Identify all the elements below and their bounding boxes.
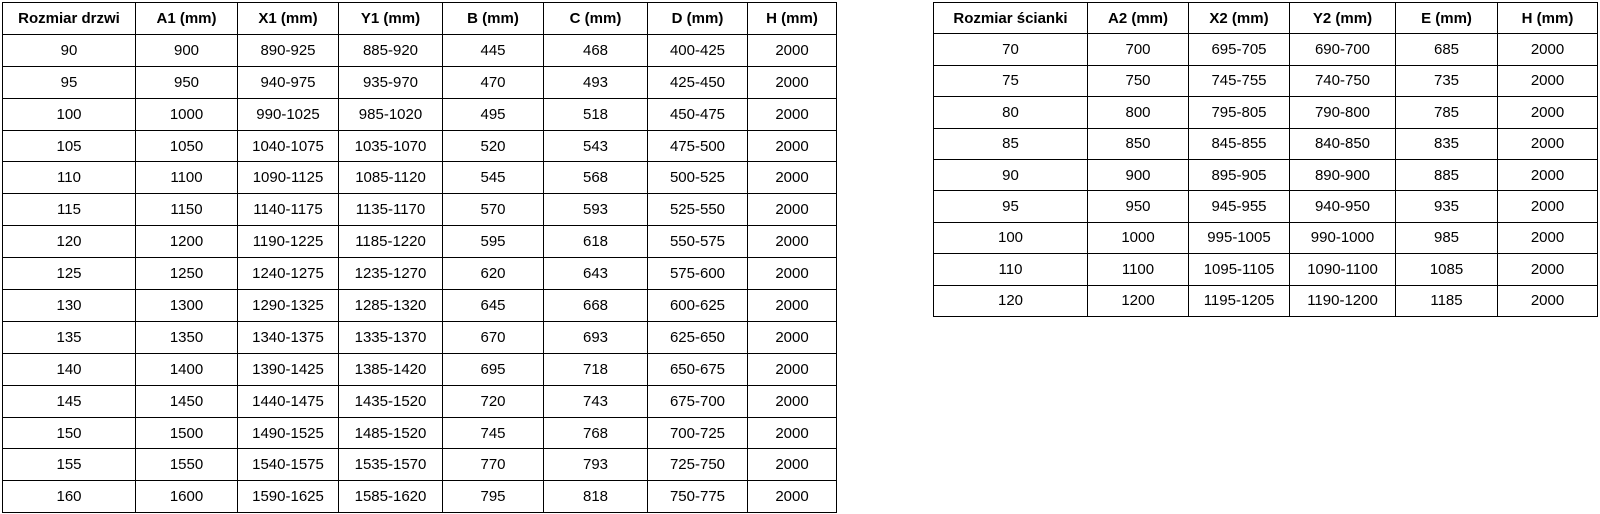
table-row (3, 194, 837, 226)
table-cell: 518 (544, 98, 648, 130)
column-header: C (mm) (544, 3, 648, 35)
table-cell: 2000 (748, 98, 837, 130)
table-row (3, 130, 837, 162)
header-row (3, 3, 837, 35)
table-cell: 1100 (136, 162, 238, 194)
table-cell: 950 (1088, 191, 1189, 222)
table-cell: 890-925 (238, 34, 339, 66)
table-cell: 500-525 (648, 162, 748, 194)
header-row (934, 3, 1598, 34)
table-cell: 725-750 (648, 449, 748, 481)
table-cell: 695 (443, 353, 544, 385)
door-size-table (2, 2, 837, 513)
table-cell: 1140-1175 (238, 194, 339, 226)
table-cell: 520 (443, 130, 544, 162)
table-cell: 125 (3, 258, 136, 290)
table-cell: 2000 (748, 34, 837, 66)
column-header: Y1 (mm) (339, 3, 443, 35)
table-cell: 625-650 (648, 321, 748, 353)
table-cell: 690-700 (1290, 34, 1396, 65)
table-cell: 650-675 (648, 353, 748, 385)
table-cell: 1300 (136, 290, 238, 322)
table-cell: 1135-1170 (339, 194, 443, 226)
table-cell: 130 (3, 290, 136, 322)
table-cell: 90 (3, 34, 136, 66)
table-cell: 2000 (748, 226, 837, 258)
table-cell: 1335-1370 (339, 321, 443, 353)
table-cell: 885 (1396, 159, 1498, 190)
table-cell: 735 (1396, 65, 1498, 96)
table-cell: 100 (934, 222, 1088, 253)
table-cell: 2000 (1498, 34, 1598, 65)
table-row (934, 97, 1598, 128)
table-cell: 2000 (1498, 159, 1598, 190)
table-cell: 1440-1475 (238, 385, 339, 417)
table-cell: 720 (443, 385, 544, 417)
column-header: Y2 (mm) (1290, 3, 1396, 34)
table-cell: 568 (544, 162, 648, 194)
table-cell: 140 (3, 353, 136, 385)
table-cell: 1435-1520 (339, 385, 443, 417)
table-cell: 935 (1396, 191, 1498, 222)
table-row (3, 66, 837, 98)
table-cell: 743 (544, 385, 648, 417)
table-cell: 70 (934, 34, 1088, 65)
table-row (3, 481, 837, 513)
table-cell: 543 (544, 130, 648, 162)
table-row (934, 128, 1598, 159)
wall-panel-size-table (933, 2, 1598, 317)
table-cell: 1550 (136, 449, 238, 481)
table-cell: 1240-1275 (238, 258, 339, 290)
table-cell: 1150 (136, 194, 238, 226)
table-row (934, 159, 1598, 190)
table-cell: 1085 (1396, 254, 1498, 285)
table-cell: 495 (443, 98, 544, 130)
table-cell: 90 (934, 159, 1088, 190)
column-header: E (mm) (1396, 3, 1498, 34)
table-cell: 1040-1075 (238, 130, 339, 162)
table-cell: 700-725 (648, 417, 748, 449)
table-cell: 2000 (748, 162, 837, 194)
table-cell: 718 (544, 353, 648, 385)
table-cell: 1590-1625 (238, 481, 339, 513)
table-cell: 1600 (136, 481, 238, 513)
table-row (3, 226, 837, 258)
table-cell: 745 (443, 417, 544, 449)
table-cell: 1085-1120 (339, 162, 443, 194)
table-cell: 2000 (748, 385, 837, 417)
table-cell: 2000 (748, 449, 837, 481)
table-cell: 2000 (748, 353, 837, 385)
table-cell: 790-800 (1290, 97, 1396, 128)
table-cell: 1090-1125 (238, 162, 339, 194)
table-cell: 685 (1396, 34, 1498, 65)
table-row (934, 254, 1598, 285)
table-cell: 643 (544, 258, 648, 290)
table-cell: 620 (443, 258, 544, 290)
table-cell: 793 (544, 449, 648, 481)
table-cell: 470 (443, 66, 544, 98)
table-cell: 1400 (136, 353, 238, 385)
table-cell: 1100 (1088, 254, 1189, 285)
table-row (934, 65, 1598, 96)
table-cell: 795 (443, 481, 544, 513)
table-row (3, 98, 837, 130)
table-cell: 1195-1205 (1189, 285, 1290, 316)
table-cell: 740-750 (1290, 65, 1396, 96)
table-cell: 990-1000 (1290, 222, 1396, 253)
table-cell: 940-975 (238, 66, 339, 98)
table-cell: 100 (3, 98, 136, 130)
table-cell: 985-1020 (339, 98, 443, 130)
table-row (3, 417, 837, 449)
table-cell: 1000 (1088, 222, 1189, 253)
table-cell: 110 (934, 254, 1088, 285)
table-cell: 675-700 (648, 385, 748, 417)
table-cell: 900 (1088, 159, 1189, 190)
table-cell: 1450 (136, 385, 238, 417)
table-cell: 2000 (748, 417, 837, 449)
table-cell: 550-575 (648, 226, 748, 258)
table-cell: 1190-1200 (1290, 285, 1396, 316)
table-cell: 940-950 (1290, 191, 1396, 222)
table-cell: 618 (544, 226, 648, 258)
table-cell: 135 (3, 321, 136, 353)
table-cell: 2000 (1498, 191, 1598, 222)
table-cell: 1390-1425 (238, 353, 339, 385)
table-row (3, 321, 837, 353)
table-cell: 75 (934, 65, 1088, 96)
table-cell: 818 (544, 481, 648, 513)
table-cell: 1485-1520 (339, 417, 443, 449)
table-cell: 2000 (1498, 128, 1598, 159)
table-cell: 160 (3, 481, 136, 513)
table-cell: 890-900 (1290, 159, 1396, 190)
table-cell: 150 (3, 417, 136, 449)
table-cell: 750 (1088, 65, 1189, 96)
table-cell: 1290-1325 (238, 290, 339, 322)
table-cell: 2000 (748, 258, 837, 290)
table-cell: 570 (443, 194, 544, 226)
table-cell: 445 (443, 34, 544, 66)
table-cell: 695-705 (1189, 34, 1290, 65)
table-cell: 85 (934, 128, 1088, 159)
table-cell: 1050 (136, 130, 238, 162)
table-cell: 450-475 (648, 98, 748, 130)
table-cell: 1200 (136, 226, 238, 258)
table-cell: 745-755 (1189, 65, 1290, 96)
table-cell: 95 (3, 66, 136, 98)
table-cell: 950 (136, 66, 238, 98)
table-cell: 1235-1270 (339, 258, 443, 290)
table-cell: 2000 (1498, 97, 1598, 128)
table-cell: 493 (544, 66, 648, 98)
table-cell: 1385-1420 (339, 353, 443, 385)
table-cell: 1350 (136, 321, 238, 353)
table-cell: 1035-1070 (339, 130, 443, 162)
table-cell: 1095-1105 (1189, 254, 1290, 285)
table-cell: 105 (3, 130, 136, 162)
table-row (3, 449, 837, 481)
table-cell: 425-450 (648, 66, 748, 98)
table-cell: 110 (3, 162, 136, 194)
table-cell: 935-970 (339, 66, 443, 98)
table-cell: 1340-1375 (238, 321, 339, 353)
table-row (934, 191, 1598, 222)
table-cell: 645 (443, 290, 544, 322)
column-header: A1 (mm) (136, 3, 238, 35)
table-cell: 475-500 (648, 130, 748, 162)
column-header: X2 (mm) (1189, 3, 1290, 34)
table-row (3, 385, 837, 417)
table-cell: 700 (1088, 34, 1189, 65)
table-cell: 1190-1225 (238, 226, 339, 258)
table-cell: 1200 (1088, 285, 1189, 316)
column-header: H (mm) (748, 3, 837, 35)
table-cell: 120 (934, 285, 1088, 316)
table-cell: 525-550 (648, 194, 748, 226)
table-cell: 850 (1088, 128, 1189, 159)
table-cell: 2000 (1498, 65, 1598, 96)
table-cell: 1285-1320 (339, 290, 443, 322)
table-cell: 1535-1570 (339, 449, 443, 481)
table-cell: 2000 (748, 290, 837, 322)
table-row (3, 258, 837, 290)
table-cell: 1540-1575 (238, 449, 339, 481)
table-cell: 1490-1525 (238, 417, 339, 449)
column-header: D (mm) (648, 3, 748, 35)
column-header: A2 (mm) (1088, 3, 1189, 34)
table-cell: 2000 (1498, 285, 1598, 316)
table-cell: 900 (136, 34, 238, 66)
table-cell: 800 (1088, 97, 1189, 128)
table-cell: 785 (1396, 97, 1498, 128)
table-cell: 2000 (1498, 254, 1598, 285)
column-header: Rozmiar drzwi (3, 3, 136, 35)
table-cell: 2000 (1498, 222, 1598, 253)
table-cell: 95 (934, 191, 1088, 222)
table-row (934, 285, 1598, 316)
table-cell: 600-625 (648, 290, 748, 322)
table-cell: 2000 (748, 130, 837, 162)
table-cell: 1000 (136, 98, 238, 130)
table-cell: 845-855 (1189, 128, 1290, 159)
table-cell: 595 (443, 226, 544, 258)
table-cell: 1585-1620 (339, 481, 443, 513)
table-cell: 795-805 (1189, 97, 1290, 128)
table-cell: 575-600 (648, 258, 748, 290)
table-cell: 693 (544, 321, 648, 353)
table-cell: 145 (3, 385, 136, 417)
table-cell: 115 (3, 194, 136, 226)
table-cell: 2000 (748, 321, 837, 353)
table-cell: 670 (443, 321, 544, 353)
table-cell: 895-905 (1189, 159, 1290, 190)
table-row (3, 353, 837, 385)
table-cell: 985 (1396, 222, 1498, 253)
table-cell: 1185 (1396, 285, 1498, 316)
table-cell: 668 (544, 290, 648, 322)
column-header: Rozmiar ścianki (934, 3, 1088, 34)
table-cell: 2000 (748, 481, 837, 513)
table-cell: 80 (934, 97, 1088, 128)
table-cell: 468 (544, 34, 648, 66)
column-header: H (mm) (1498, 3, 1598, 34)
table-cell: 995-1005 (1189, 222, 1290, 253)
table-cell: 120 (3, 226, 136, 258)
table-cell: 2000 (748, 194, 837, 226)
table-cell: 840-850 (1290, 128, 1396, 159)
table-cell: 400-425 (648, 34, 748, 66)
table-row (3, 290, 837, 322)
table-cell: 835 (1396, 128, 1498, 159)
table-cell: 1500 (136, 417, 238, 449)
table-cell: 545 (443, 162, 544, 194)
table-cell: 593 (544, 194, 648, 226)
column-header: X1 (mm) (238, 3, 339, 35)
table-cell: 990-1025 (238, 98, 339, 130)
table-cell: 945-955 (1189, 191, 1290, 222)
table-cell: 1185-1220 (339, 226, 443, 258)
table-cell: 2000 (748, 66, 837, 98)
table-cell: 770 (443, 449, 544, 481)
table-cell: 750-775 (648, 481, 748, 513)
table-row (3, 162, 837, 194)
table-row (934, 222, 1598, 253)
table-cell: 155 (3, 449, 136, 481)
column-header: B (mm) (443, 3, 544, 35)
table-row (3, 34, 837, 66)
table-cell: 768 (544, 417, 648, 449)
table-row (934, 34, 1598, 65)
table-cell: 1090-1100 (1290, 254, 1396, 285)
table-cell: 885-920 (339, 34, 443, 66)
table-cell: 1250 (136, 258, 238, 290)
